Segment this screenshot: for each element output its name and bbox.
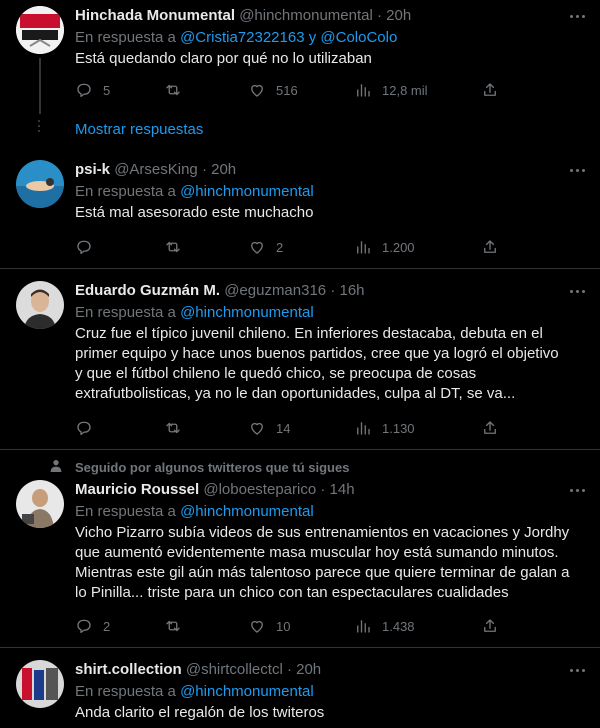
user-handle[interactable]: @shirtcollectcl	[185, 661, 283, 678]
reply-button[interactable]	[75, 417, 103, 439]
reply-prefix: En respuesta a	[75, 29, 176, 46]
views-icon	[354, 617, 372, 635]
views-button[interactable]	[354, 236, 415, 258]
more-options-button[interactable]	[560, 480, 594, 500]
timestamp[interactable]: 14h	[329, 481, 355, 498]
person-icon	[48, 458, 64, 474]
user-handle[interactable]: @loboesteparico	[203, 481, 317, 498]
more-icon	[570, 169, 573, 172]
more-icon	[570, 669, 573, 672]
tweet-header	[75, 660, 588, 680]
tweet-text: Cruz fue el típico juvenil chileno. En inferiores destacaba, debuta en el primer equipo y hace unos buenos partidos, cree que ya logró el objetivo y que el fútbol chileno le quedó chico, se preocupa de cosas extrafutbolisticas, ya no le dan oportunidades, culpa al DT, se va...	[75, 325, 559, 402]
timestamp[interactable]: 20h	[386, 7, 412, 24]
mention-link[interactable]: @hinchmonumental	[180, 683, 314, 700]
share-icon	[481, 419, 499, 437]
avatar[interactable]	[16, 160, 64, 208]
reply-icon	[75, 81, 93, 99]
heart-icon	[248, 238, 266, 256]
avatar[interactable]	[16, 281, 64, 329]
tweet[interactable]	[0, 0, 600, 148]
separator-dot: ·	[320, 481, 326, 498]
more-icon	[570, 15, 573, 18]
tweet[interactable]	[0, 648, 600, 728]
user-handle[interactable]: @hinchmonumental	[239, 7, 373, 24]
reply-button[interactable]	[75, 236, 103, 258]
tweet-text: Vicho Pizarro subía videos de sus entrenamientos en vacaciones y Jordhy que aumentó evidentemente masa muscular hoy está sumando minutos. Mientras este gil aún más talentoso parece que quiere terminar de galan a lo Pinilla... triste para un chico con tan espectaculares cualidades	[75, 524, 570, 601]
user-handle[interactable]: @ArsesKing	[114, 161, 198, 178]
views-button[interactable]	[354, 615, 415, 637]
more-options-button[interactable]	[560, 160, 594, 180]
tweet-text: Anda clarito el regalón de los twiteros	[75, 704, 325, 721]
tweet-header	[75, 480, 588, 500]
like-button[interactable]	[248, 615, 290, 637]
tweet-text: Está mal asesorado este muchacho	[75, 204, 314, 221]
mention-link[interactable]: @hinchmonumental	[180, 304, 314, 321]
share-button[interactable]	[481, 79, 499, 101]
display-name[interactable]: Hinchada Monumental	[75, 7, 236, 24]
heart-icon	[248, 419, 266, 437]
reply-context	[75, 302, 588, 324]
mention-link[interactable]: @hinchmonumental	[180, 503, 314, 520]
like-count: 516	[276, 82, 298, 98]
heart-icon	[248, 617, 266, 635]
thread-dots	[38, 120, 40, 132]
avatar-logo-icon	[16, 6, 64, 54]
avatar[interactable]	[16, 6, 64, 54]
reply-context	[75, 681, 588, 703]
reply-button[interactable]	[75, 79, 110, 101]
like-button[interactable]	[248, 79, 298, 101]
separator-dot: ·	[330, 282, 336, 299]
show-replies-link[interactable]: Mostrar respuestas	[75, 121, 204, 138]
views-icon	[354, 81, 372, 99]
mention-link[interactable]: @Cristia72322163	[180, 29, 305, 46]
thread-line	[39, 58, 41, 114]
like-count: 2	[276, 239, 284, 255]
tweet-header	[75, 6, 588, 26]
like-button[interactable]	[248, 417, 290, 439]
separator-dot: ·	[201, 161, 207, 178]
mention-joiner: y	[308, 29, 317, 46]
heart-icon	[248, 81, 266, 99]
retweet-button[interactable]	[164, 236, 192, 258]
views-count: 1.130	[382, 420, 415, 436]
reply-context	[75, 27, 588, 49]
separator-dot: ·	[377, 7, 382, 24]
avatar-swimmer-icon	[16, 160, 64, 208]
tweet[interactable]	[0, 269, 600, 450]
tweet-header	[75, 281, 588, 301]
share-button[interactable]	[481, 615, 499, 637]
reply-icon	[75, 419, 93, 437]
retweet-button[interactable]	[164, 615, 192, 637]
reply-count: 2	[103, 618, 111, 634]
retweet-icon	[164, 238, 182, 256]
display-name[interactable]: psi-k	[75, 161, 111, 178]
views-button[interactable]	[354, 79, 428, 101]
timestamp[interactable]: 20h	[296, 661, 322, 678]
like-button[interactable]	[248, 236, 283, 258]
reply-prefix: En respuesta a	[75, 683, 176, 700]
views-count: 1.438	[382, 618, 415, 634]
views-icon	[354, 419, 372, 437]
social-context[interactable]: Seguido por algunos twitteros que tú sigues	[75, 460, 350, 475]
more-icon	[570, 290, 573, 293]
timestamp[interactable]: 20h	[211, 161, 237, 178]
reply-prefix: En respuesta a	[75, 183, 176, 200]
avatar[interactable]	[16, 660, 64, 708]
retweet-icon	[164, 419, 182, 437]
more-options-button[interactable]	[560, 281, 594, 301]
avatar-photo-icon	[16, 480, 64, 528]
tweet[interactable]	[0, 450, 600, 648]
retweet-icon	[164, 81, 182, 99]
share-icon	[481, 238, 499, 256]
like-count: 10	[276, 618, 291, 634]
reply-button[interactable]	[75, 615, 110, 637]
display-name[interactable]: Eduardo Guzmán M.	[75, 282, 221, 299]
views-button[interactable]	[354, 417, 415, 439]
mention-link[interactable]: @ColoColo	[320, 29, 398, 46]
avatar[interactable]	[16, 480, 64, 528]
avatar-portrait-icon	[16, 281, 64, 329]
tweet-header	[75, 160, 588, 180]
reply-prefix: En respuesta a	[75, 503, 176, 520]
share-icon	[481, 81, 499, 99]
display-name[interactable]: shirt.collection	[75, 661, 182, 678]
more-icon	[570, 489, 573, 492]
retweet-button[interactable]	[164, 79, 192, 101]
retweet-button[interactable]	[164, 417, 192, 439]
share-icon	[481, 617, 499, 635]
mention-link[interactable]: @hinchmonumental	[180, 183, 314, 200]
tweet-text: Está quedando claro por qué no lo utilizaban	[75, 50, 372, 67]
tweet[interactable]	[0, 148, 600, 269]
reply-count: 5	[103, 82, 111, 98]
avatar-shirts-icon	[16, 660, 64, 708]
reply-icon	[75, 238, 93, 256]
user-handle[interactable]: @eguzman316	[224, 282, 327, 299]
separator-dot: ·	[286, 661, 292, 678]
reply-context	[75, 501, 588, 523]
timestamp[interactable]: 16h	[339, 282, 365, 299]
retweet-icon	[164, 617, 182, 635]
reply-icon	[75, 617, 93, 635]
reply-prefix: En respuesta a	[75, 304, 176, 321]
reply-context	[75, 181, 588, 203]
views-count: 12,8 mil	[382, 82, 428, 98]
views-count: 1.200	[382, 239, 415, 255]
display-name[interactable]: Mauricio Roussel	[75, 481, 200, 498]
more-options-button[interactable]	[560, 6, 594, 26]
share-button[interactable]	[481, 236, 499, 258]
share-button[interactable]	[481, 417, 499, 439]
more-options-button[interactable]	[560, 660, 594, 680]
like-count: 14	[276, 420, 291, 436]
views-icon	[354, 238, 372, 256]
